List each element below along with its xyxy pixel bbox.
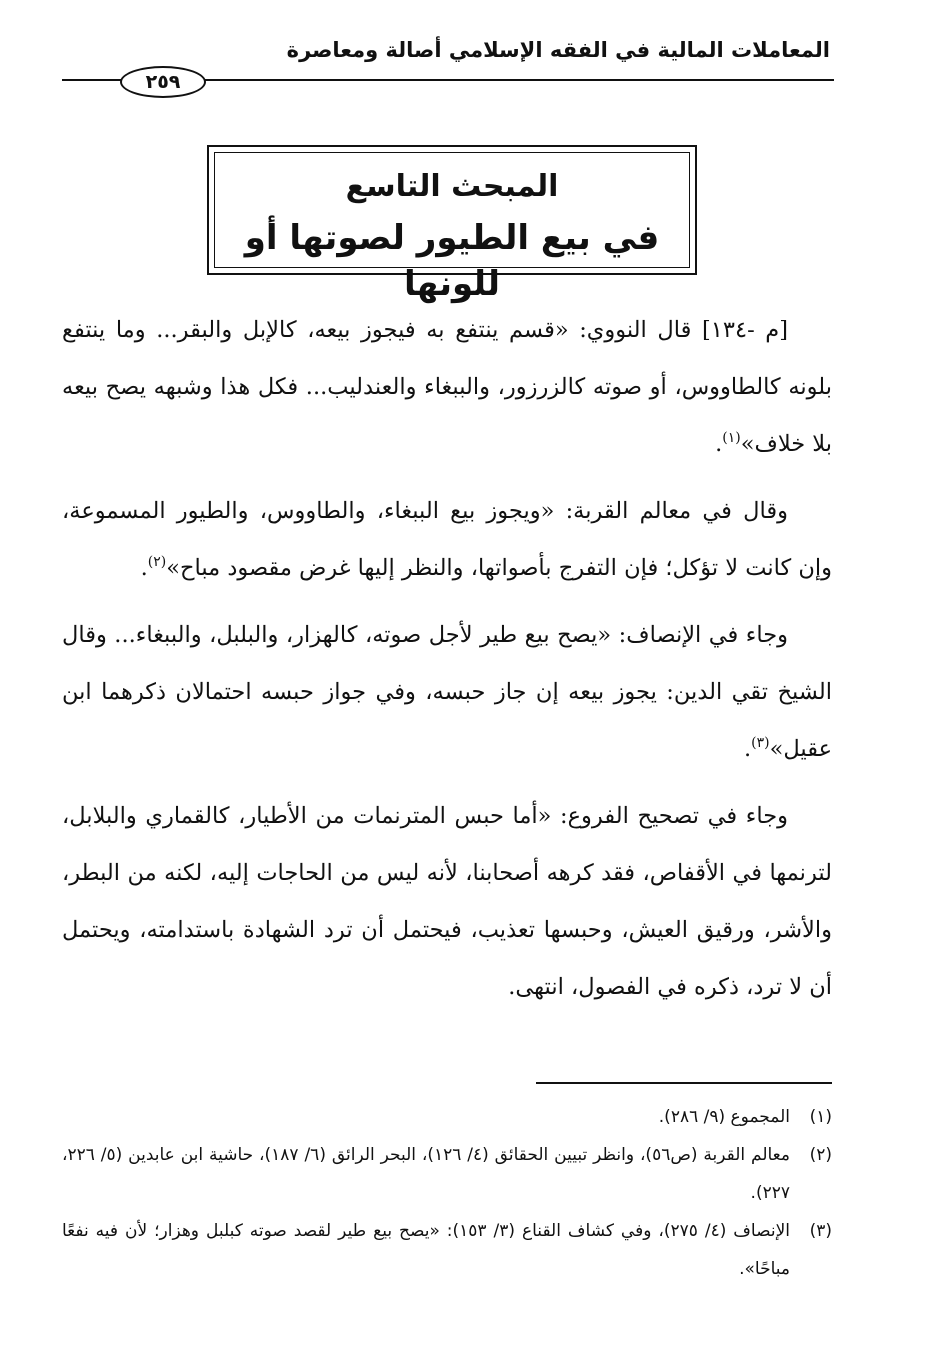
- paragraph-text: وجاء في تصحيح الفروع: «أما حبس المترنمات من الأطيار، كالقماري والبلابل، لترنمها في الأقفاص، فقد كرهه أصحابنا، لأنه ليس من الحاجات إليه، لكنه من البطر، والأشر، ورقيق العيش، وحبسها تعذيب، فيحتمل أن ترد الشهادة باستدامته، ويحتمل أن لا ترد، ذكره في الفصول، انتهى.: [62, 803, 832, 1000]
- footnote-separator: [536, 1082, 832, 1084]
- paragraph: [م -١٣٤] قال النووي: «قسم ينتفع به فيجوز بيعه، كالإبل والبقر... وما ينتفع بلونه كالطاووس، أو صوته كالزرزور، والببغاء والعندليب... فكل هذا وشبهه يصح بيعه بلا خلاف»$^{(١)}$.: [62, 317, 832, 457]
- footnote-item: [62, 1136, 832, 1212]
- footnote-text: المجموع (٩/ ٢٨٦).: [658, 1107, 790, 1127]
- running-header-title: المعاملات المالية في الفقه الإسلامي أصالة ومعاصرة: [286, 38, 830, 62]
- paragraph: وقال في معالم القربة: «ويجوز بيع الببغاء، والطاووس، والطيور المسموعة، وإن كانت لا تؤكل؛ فإن التفرج بأصواتها، والنظر إليها غرض مقصود مباح»$^{(٢)}$.: [62, 498, 832, 581]
- footnote-text: الإنصاف (٤/ ٢٧٥)، وفي كشاف القناع (٣/ ١٥٣): «يصح بيع طير لقصد صوته كبلبل وهزار؛ لأن فيه نفعًا مباحًا».: [62, 1221, 790, 1279]
- footnote-item: [62, 1212, 832, 1288]
- paragraph: [62, 788, 832, 1016]
- footnote-number: (١): [809, 1107, 832, 1127]
- paragraph-text: [م -١٣٤] قال النووي: «قسم ينتفع به فيجوز بيعه، كالإبل والبقر... وما ينتفع بلونه كالطاووس، أو صوته كالزرزور، والببغاء والعندليب... فكل هذا وشبهه يصح بيعه بلا خلاف»: [62, 317, 832, 457]
- footnote-number: (٢): [809, 1145, 832, 1165]
- footnote-item: [62, 1098, 832, 1136]
- footnotes: [62, 1098, 832, 1288]
- footnote-text: معالم القربة (ص٥٦)، وانظر تبيين الحقائق (٤/ ١٢٦)، البحر الرائق (٦/ ١٨٧)، حاشية ابن عابدين (٥/ ٢٢٦، ٢٢٧).: [62, 1145, 790, 1203]
- footnote-number: (٣): [809, 1221, 832, 1241]
- footnote-ref: (١): [722, 430, 741, 446]
- paragraph-text: وجاء في الإنصاف: «يصح بيع طير لأجل صوته، كالهزار، والبلبل، والببغاء... وقال الشيخ تقي الدين: يجوز بيعه إن جاز حبسه، وفي جواز حبسه احتمالان ذكرهما ابن عقيل»: [62, 622, 832, 762]
- footnote-ref: (٣): [751, 735, 770, 751]
- paragraph-text: وقال في معالم القربة: «ويجوز بيع الببغاء، والطاووس، والطيور المسموعة، وإن كانت لا تؤكل؛ فإن التفرج بأصواتها، والنظر إليها غرض مقصود مباح»: [62, 498, 832, 581]
- paragraph: وجاء في الإنصاف: «يصح بيع طير لأجل صوته، كالهزار، والبلبل، والببغاء... وقال الشيخ تقي الدين: يجوز بيعه إن جاز حبسه، وفي جواز حبسه احتمالان ذكرهما ابن عقيل»$^{(٣)}$.: [62, 622, 832, 762]
- section-title-chapter: المبحث التاسع: [345, 169, 559, 204]
- section-title-topic: في بيع الطيور لصوتها أو للونها: [244, 218, 660, 304]
- page-number-badge: ٢٥٩: [120, 66, 206, 98]
- footnote-ref: (٢): [147, 554, 167, 570]
- section-title-frame: [207, 145, 697, 304]
- body-text: [62, 302, 832, 1026]
